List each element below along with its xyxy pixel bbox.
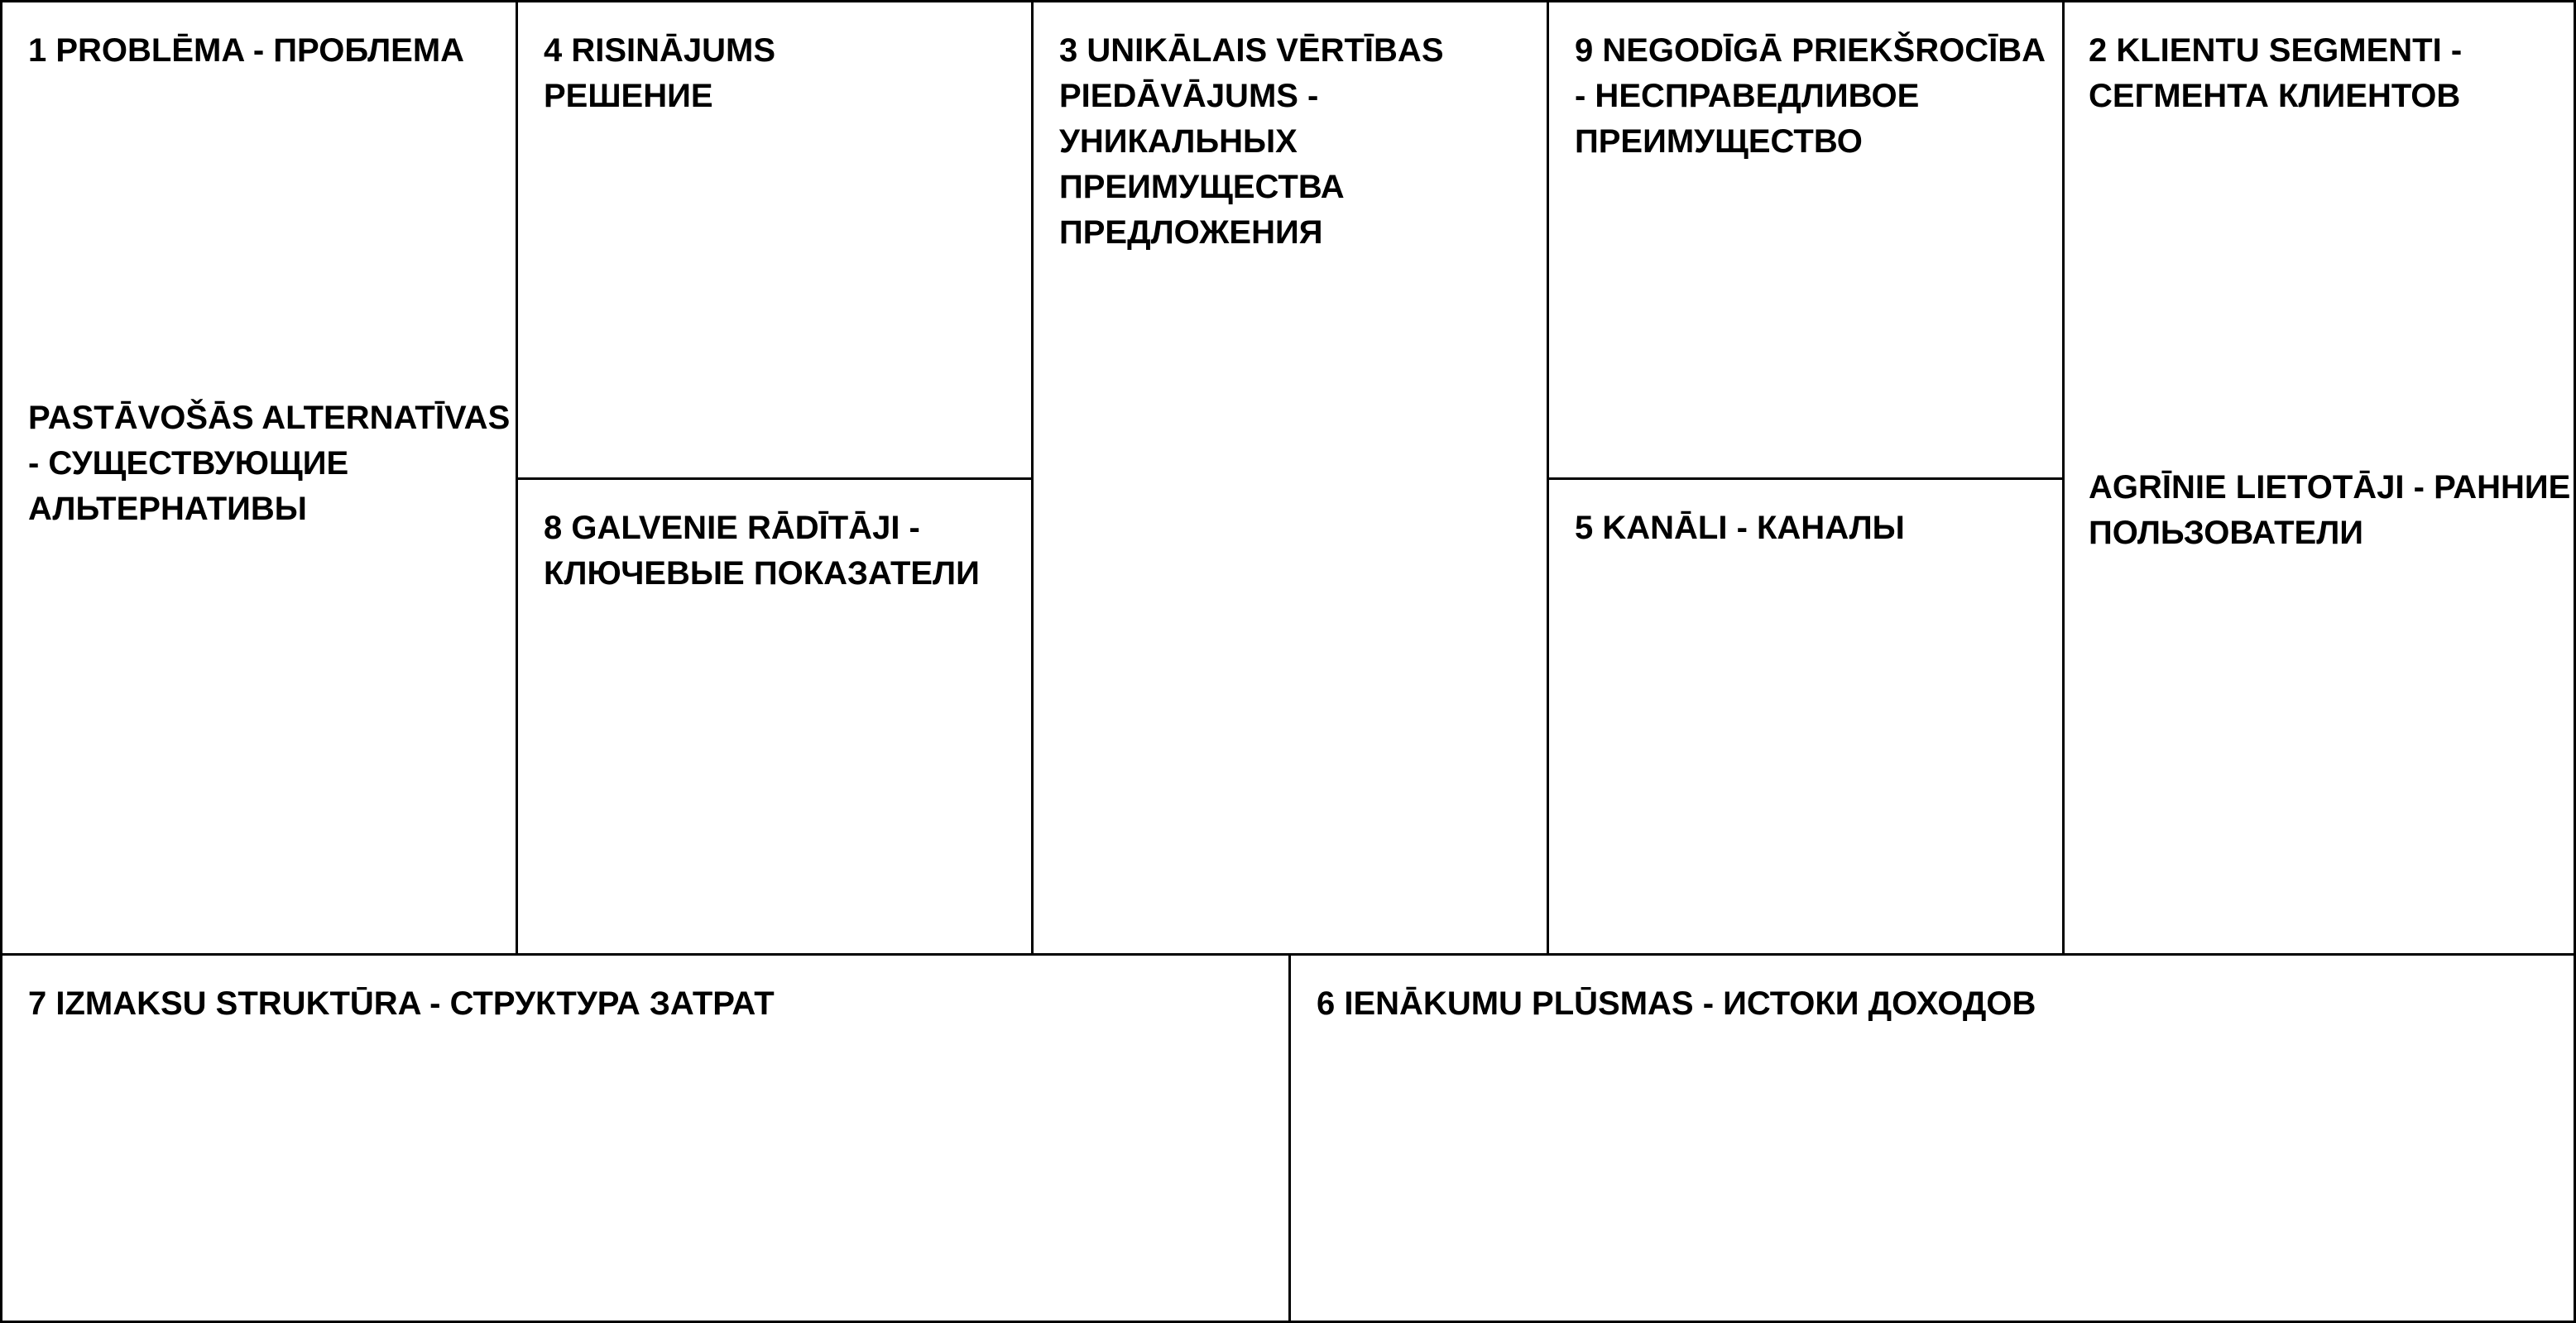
solution-title: 4 RISINĀJUMS РЕШЕНИЕ <box>544 32 776 114</box>
problem-title: 1 PROBLĒMA - ПРОБЛЕМА <box>28 32 465 69</box>
channels-title: 5 KANĀLI - КАНАЛЫ <box>1575 510 1905 546</box>
customer-segments-title: 2 KLIENTU SEGMENTI - СЕГМЕНТА КЛИЕНТОВ <box>2089 32 2463 114</box>
key-metrics-title: 8 GALVENIE RĀDĪTĀJI - КЛЮЧЕВЫЕ ПОКАЗАТЕЛИ <box>544 510 980 592</box>
unique-value-title: 3 UNIKĀLAIS VĒRTĪBAS PIEDĀVĀJUMS - УНИКАЛЬНЫХ ПРЕИМУЩЕСТВА ПРЕДЛОЖЕНИЯ <box>1059 32 1444 251</box>
existing-alternatives-label: PASTĀVOŠĀS ALTERNATĪVAS - СУЩЕСТВУЮЩИЕ АЛЬТЕРНАТИВЫ <box>28 400 511 527</box>
early-adopters-label: AGRĪNIE LIETOTĀJI - РАННИЕ ПОЛЬЗОВАТЕЛИ <box>2089 469 2571 551</box>
cost-structure-title: 7 IZMAKSU STRUKTŪRA - СТРУКТУРА ЗАТРАТ <box>28 985 775 1022</box>
unfair-advantage-title: 9 NEGODĪGĀ PRIEKŠROCĪBA - НЕСПРАВЕДЛИВОЕ ПРЕИМУЩЕСТВО <box>1575 32 2046 160</box>
revenue-streams-title: 6 IENĀKUMU PLŪSMAS - ИСТОКИ ДОХОДОВ <box>1317 985 2036 1022</box>
